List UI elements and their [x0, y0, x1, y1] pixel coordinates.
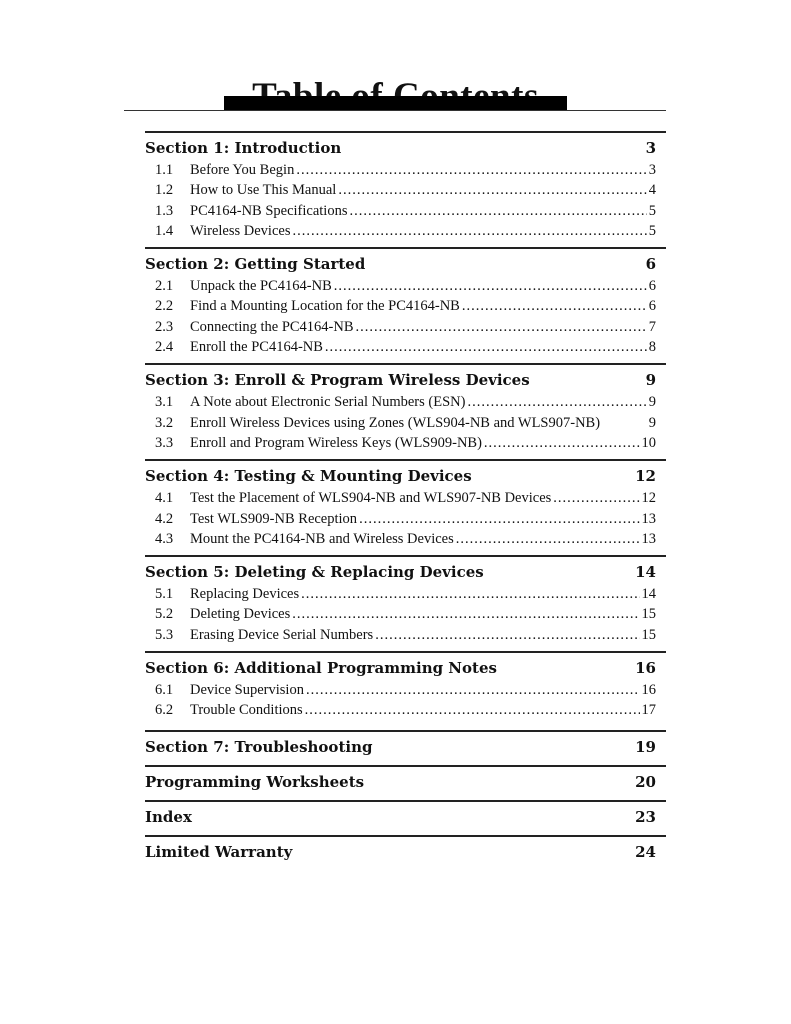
entry-page: 13 — [641, 510, 656, 527]
toc-section-7 — [145, 730, 666, 765]
entry-label: Device Supervision — [190, 682, 304, 699]
entry-number: 2.1 — [155, 278, 174, 295]
entry-number: 1.4 — [155, 222, 174, 239]
toc-section-4 — [145, 459, 666, 555]
section-page: 20 — [635, 772, 656, 791]
dot-leader — [292, 604, 639, 624]
entry-page: 8 — [648, 339, 656, 356]
section-title: Index — [145, 807, 192, 826]
title-rule — [124, 110, 666, 111]
section-heading[interactable] — [145, 136, 666, 160]
dot-leader — [462, 296, 647, 316]
entry-label: Before You Begin — [190, 162, 295, 178]
entry-number: 6.1 — [155, 682, 174, 699]
entry-number: 3.2 — [155, 414, 174, 431]
entry-page: 14 — [641, 586, 656, 603]
dot-leader — [484, 433, 640, 453]
entry-label: A Note about Electronic Serial Numbers (ESN) — [190, 394, 466, 411]
dot-leader — [325, 337, 647, 357]
entry-number: 5.3 — [155, 626, 174, 643]
section-heading[interactable] — [145, 656, 666, 680]
section-title: Section 2: Getting Started — [145, 255, 366, 274]
entry-page: 15 — [641, 606, 656, 623]
entry-label: Enroll and Program Wireless Keys (WLS909-NB) — [190, 434, 482, 451]
dot-leader — [301, 584, 639, 604]
section-page: 16 — [635, 659, 656, 678]
dot-leader — [356, 317, 647, 337]
toc-entry[interactable] — [145, 180, 666, 200]
section-title: Section 4: Testing & Mounting Devices — [145, 467, 472, 486]
section-heading[interactable] — [145, 560, 666, 584]
entry-number: 5.2 — [155, 606, 174, 623]
entry-page: 9 — [648, 394, 656, 411]
section-title: Section 3: Enroll & Program Wireless Devices — [145, 371, 530, 390]
section-heading[interactable] — [145, 735, 666, 759]
toc-entry[interactable] — [145, 160, 666, 180]
toc-entry[interactable] — [145, 433, 666, 453]
entry-number: 5.1 — [155, 586, 174, 603]
title-decorative-bar — [224, 96, 567, 111]
entry-label: Test the Placement of WLS904-NB and WLS907-NB Devices — [190, 490, 552, 507]
entry-page: 7 — [648, 318, 656, 335]
toc-section-2 — [145, 247, 666, 363]
dot-leader — [305, 700, 640, 720]
entry-label: Mount the PC4164-NB and Wireless Devices — [190, 530, 454, 547]
section-page: 19 — [635, 737, 656, 756]
entry-page: 5 — [648, 222, 656, 239]
entry-page: 5 — [648, 202, 656, 219]
entry-number: 2.3 — [155, 318, 174, 335]
toc-entry[interactable] — [145, 296, 666, 316]
toc-index — [145, 800, 666, 835]
section-page: 23 — [635, 807, 656, 826]
toc-entry[interactable] — [145, 509, 666, 529]
entry-page: 3 — [648, 162, 656, 178]
entry-page: 6 — [648, 298, 656, 315]
section-heading[interactable] — [145, 840, 666, 864]
dot-leader — [338, 180, 646, 200]
toc-section-5 — [145, 555, 666, 651]
section-heading[interactable] — [145, 368, 666, 392]
dot-leader — [553, 488, 639, 508]
toc-entry[interactable] — [145, 413, 666, 433]
section-title: Section 1: Introduction — [145, 139, 342, 157]
toc-entry[interactable] — [145, 201, 666, 221]
entry-number: 4.1 — [155, 490, 174, 507]
dot-leader — [467, 392, 646, 412]
entry-number: 1.2 — [155, 182, 174, 199]
section-page: 24 — [635, 842, 656, 861]
toc-entry[interactable] — [145, 488, 666, 508]
entry-page: 16 — [641, 682, 656, 699]
toc-entry[interactable] — [145, 700, 666, 720]
dot-leader — [359, 509, 639, 529]
entry-page: 9 — [648, 414, 656, 431]
entry-page: 17 — [641, 702, 656, 719]
entry-page: 15 — [641, 626, 656, 643]
toc-limited-warranty — [145, 835, 666, 870]
dot-leader — [349, 201, 646, 221]
entry-number: 2.2 — [155, 298, 174, 315]
entry-label: Connecting the PC4164-NB — [190, 318, 354, 335]
toc-section-1 — [145, 131, 666, 247]
section-page: 9 — [645, 371, 656, 390]
entry-label: Test WLS909-NB Reception — [190, 510, 358, 527]
toc-entry[interactable] — [145, 392, 666, 412]
section-heading[interactable] — [145, 805, 666, 829]
entry-page: 12 — [641, 490, 656, 507]
table-of-contents — [145, 131, 666, 870]
toc-entry[interactable] — [145, 529, 666, 549]
toc-section-3 — [145, 363, 666, 459]
section-title: Section 7: Troubleshooting — [145, 737, 373, 756]
toc-entry[interactable] — [145, 584, 666, 604]
dot-leader — [375, 625, 639, 645]
entry-number: 2.4 — [155, 339, 174, 356]
entry-label: Replacing Devices — [190, 586, 300, 603]
dot-leader — [334, 276, 647, 296]
entry-number: 4.2 — [155, 510, 174, 527]
toc-section-6 — [145, 651, 666, 730]
entry-number: 6.2 — [155, 702, 174, 719]
entry-label: Enroll Wireless Devices using Zones (WLS904-NB and WLS907-NB) — [190, 414, 601, 431]
section-page: 14 — [635, 563, 656, 582]
entry-label: Trouble Conditions — [190, 702, 303, 719]
entry-number: 4.3 — [155, 530, 174, 547]
entry-number: 3.3 — [155, 434, 174, 451]
entry-label: Enroll the PC4164-NB — [190, 339, 323, 356]
section-title: Limited Warranty — [145, 842, 293, 861]
entry-label: Find a Mounting Location for the PC4164-NB — [190, 298, 460, 315]
toc-entry[interactable] — [145, 680, 666, 700]
toc-entry[interactable] — [145, 276, 666, 296]
section-title: Section 6: Additional Programming Notes — [145, 659, 497, 678]
entry-label: PC4164-NB Specifications — [190, 202, 348, 219]
entry-label: Unpack the PC4164-NB — [190, 278, 332, 295]
dot-leader — [456, 529, 640, 549]
dot-leader — [296, 160, 646, 180]
entry-number: 3.1 — [155, 394, 174, 411]
toc-entry[interactable] — [145, 221, 666, 241]
dot-leader — [292, 221, 646, 241]
section-title: Programming Worksheets — [145, 772, 365, 791]
entry-label: Wireless Devices — [190, 222, 291, 239]
toc-entry[interactable] — [145, 317, 666, 337]
section-page: 6 — [645, 255, 656, 274]
section-title: Section 5: Deleting & Replacing Devices — [145, 563, 484, 582]
section-page: 12 — [635, 467, 656, 486]
toc-entry[interactable] — [145, 625, 666, 645]
section-heading[interactable] — [145, 252, 666, 276]
section-heading[interactable] — [145, 464, 666, 488]
entry-page: 6 — [648, 278, 656, 295]
entry-label: Erasing Device Serial Numbers — [190, 626, 374, 643]
entry-page: 10 — [641, 434, 656, 451]
entry-page: 13 — [641, 530, 656, 547]
entry-number: 1.1 — [155, 162, 174, 178]
entry-label: How to Use This Manual — [190, 182, 337, 199]
toc-entry[interactable] — [145, 337, 666, 357]
entry-label: Deleting Devices — [190, 606, 291, 623]
section-page: 3 — [645, 139, 656, 157]
dot-leader — [306, 680, 640, 700]
section-heading[interactable] — [145, 770, 666, 794]
entry-number: 1.3 — [155, 202, 174, 219]
toc-entry[interactable] — [145, 604, 666, 624]
toc-programming-worksheets — [145, 765, 666, 800]
entry-page: 4 — [648, 182, 656, 199]
